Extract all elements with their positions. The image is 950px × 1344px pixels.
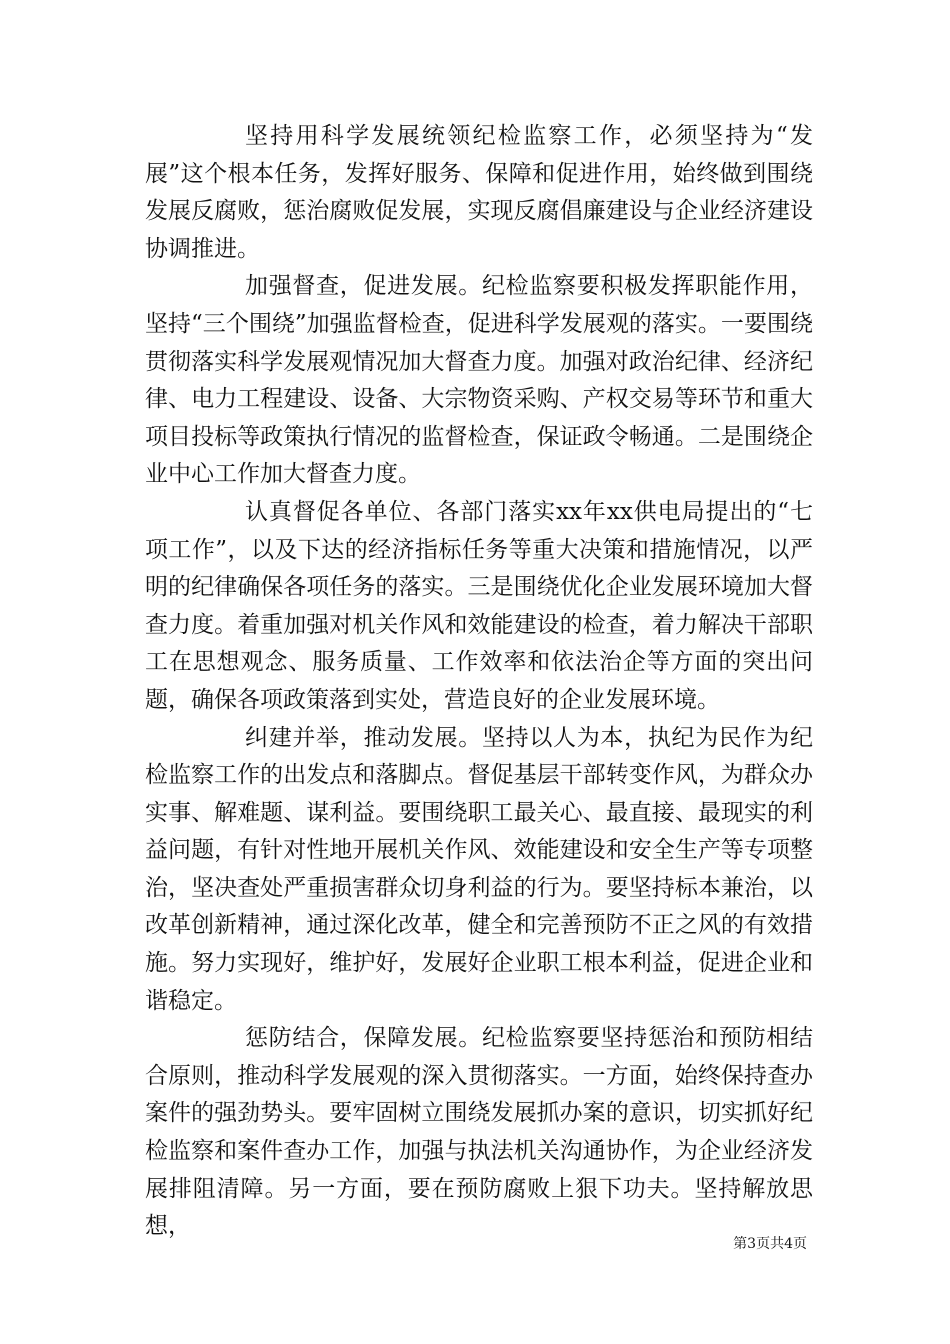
paragraph-5: 惩防结合，保障发展。纪检监察要坚持惩治和预防相结合原则，推动科学发展观的深入贯彻落实。一方面，始终保持查办案件的强劲势头。要牢固树立围绕发展抓办案的意识，切实抓好纪检监察和案件查办工作，加强与执法机关沟通协作，为企业经济发展排阻清障。另一方面，要在预防腐败上狠下功夫。坚持解放思想，	[145, 1025, 813, 1240]
paragraph-2: 加强督查，促进发展。纪检监察要积极发挥职能作用，坚持“三个围绕”加强监督检查，促进科学发展观的落实。一要围绕贯彻落实科学发展观情况加大督查力度。加强对政治纪律、经济纪律、电力工程建设、设备、大宗物资采购、产权交易等环节和重大项目投标等政策执行情况的监督检查，保证政令畅通。二是围绕企业中心工作加大督查力度。	[145, 273, 813, 488]
paragraph-4: 纠建并举，推动发展。坚持以人为本，执纪为民作为纪检监察工作的出发点和落脚点。督促基层干部转变作风，为群众办实事、解难题、谋利益。要围绕职工最关心、最直接、最现实的利益问题，有针对性地开展机关作风、效能建设和安全生产等专项整治，坚决查处严重损害群众切身利益的行为。要坚持标本兼治，以改革创新精神，通过深化改革，健全和完善预防不正之风的有效措施。努力实现好，维护好，发展好企业职工根本利益，促进企业和谐稳定。	[145, 724, 813, 1014]
page-number-footer: 第3页共4页	[733, 1236, 807, 1252]
paragraph-1: 坚持用科学发展统领纪检监察工作，必须坚持为“发展”这个根本任务，发挥好服务、保障和促进作用，始终做到围绕发展反腐败，惩治腐败促发展，实现反腐倡廉建设与企业经济建设协调推进。	[145, 123, 813, 262]
paragraph-3: 认真督促各单位、各部门落实xx年xx供电局提出的“七项工作”，以及下达的经济指标任务等重大决策和措施情况，以严明的纪律确保各项任务的落实。三是围绕优化企业发展环境加大督查力度。着重加强对机关作风和效能建设的检查，着力解决干部职工在思想观念、服务质量、工作效率和依法治企等方面的突出问题，确保各项政策落到实处，营造良好的企业发展环境。	[145, 498, 813, 713]
document-body	[145, 118, 813, 1246]
